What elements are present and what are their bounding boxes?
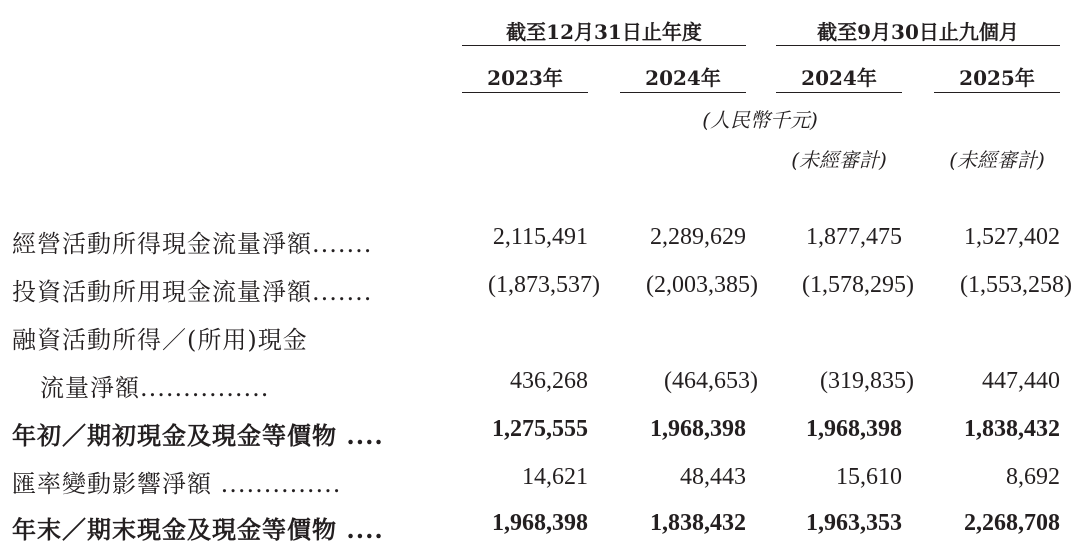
row-value-financing-2024: (464,653) <box>664 368 758 394</box>
row-value-cash-ending-2023: 1,968,398 <box>492 510 588 536</box>
unaudited-note-2025: (未經審計) <box>949 148 1045 172</box>
header-rule-2023 <box>462 92 588 93</box>
row-label-fx-effect: 匯率變動影響淨額 .............. <box>12 470 342 498</box>
row-value-fx-effect-2024-9m: 15,610 <box>836 464 902 490</box>
row-label-financing-cont: 流量淨額............... <box>40 374 270 402</box>
header-rule-group1 <box>462 45 746 46</box>
row-label-cash-beginning: 年初／期初現金及現金等價物 .... <box>12 421 384 450</box>
row-value-investing-2023: (1,873,537) <box>488 272 600 298</box>
header-year-2024-annual: 2024年 <box>645 66 721 90</box>
header-year-2023: 2023年 <box>487 66 563 90</box>
row-value-cash-beginning-2025-9m: 1,838,432 <box>964 416 1060 442</box>
unaudited-note-2024: (未經審計) <box>791 148 887 172</box>
header-rule-group2 <box>776 45 1060 46</box>
row-value-operating-2024-9m: 1,877,475 <box>806 224 902 250</box>
row-value-cash-beginning-2023: 1,275,555 <box>492 416 588 442</box>
row-label-cash-ending: 年末／期末現金及現金等價物 .... <box>12 515 384 544</box>
header-group-nine-months: 截至9月30日止九個月 <box>817 20 1019 44</box>
header-rule-2024-annual <box>620 92 746 93</box>
row-value-fx-effect-2025-9m: 8,692 <box>1006 464 1060 490</box>
row-value-cash-beginning-2024-9m: 1,968,398 <box>806 416 902 442</box>
row-value-financing-2024-9m: (319,835) <box>820 368 914 394</box>
row-value-operating-2024: 2,289,629 <box>650 224 746 250</box>
row-value-cash-ending-2024-9m: 1,963,353 <box>806 510 902 536</box>
row-value-financing-2025-9m: 447,440 <box>982 368 1060 394</box>
row-value-operating-2025-9m: 1,527,402 <box>964 224 1060 250</box>
row-value-cash-ending-2025-9m: 2,268,708 <box>964 510 1060 536</box>
row-value-cash-beginning-2024: 1,968,398 <box>650 416 746 442</box>
row-value-fx-effect-2023: 14,621 <box>522 464 588 490</box>
row-value-financing-2023: 436,268 <box>510 368 588 394</box>
row-value-fx-effect-2024: 48,443 <box>680 464 746 490</box>
header-group-year-ended: 截至12月31日止年度 <box>506 20 702 44</box>
row-value-investing-2025-9m: (1,553,258) <box>960 272 1072 298</box>
row-value-investing-2024: (2,003,385) <box>646 272 758 298</box>
row-label-operating: 經營活動所得現金流量淨額....... <box>12 230 373 258</box>
row-value-investing-2024-9m: (1,578,295) <box>802 272 914 298</box>
header-year-2025: 2025年 <box>959 66 1035 90</box>
header-year-2024-interim: 2024年 <box>801 66 877 90</box>
currency-note: (人民幣千元) <box>702 108 818 132</box>
row-label-financing: 融資活動所得／(所用)現金 <box>12 326 308 354</box>
header-rule-2024-interim <box>776 92 902 93</box>
row-value-cash-ending-2024: 1,838,432 <box>650 510 746 536</box>
row-label-investing: 投資活動所用現金流量淨額....... <box>12 278 373 306</box>
row-value-operating-2023: 2,115,491 <box>492 224 588 250</box>
header-rule-2025 <box>934 92 1060 93</box>
